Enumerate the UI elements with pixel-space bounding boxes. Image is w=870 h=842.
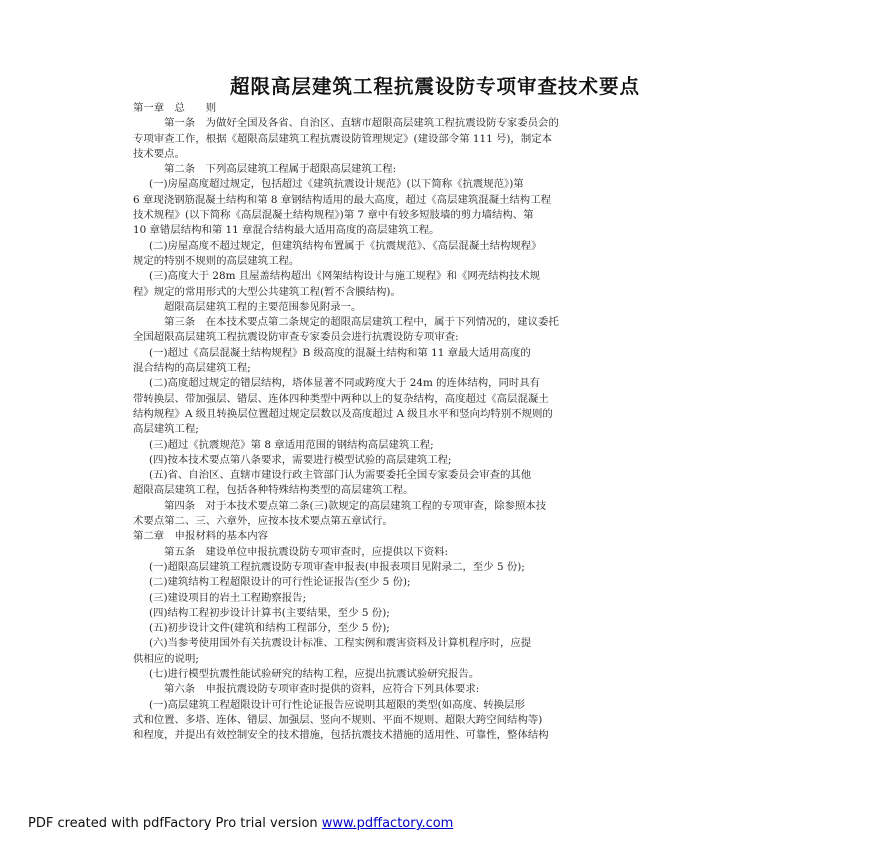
text-line: 10 章错层结构和第 11 章混合结构最大适用高度的高层建筑工程。 <box>133 224 440 237</box>
text-line: 第二条 下列高层建筑工程属于超限高层建筑工程: <box>164 163 397 176</box>
text-line: (七)进行模型抗震性能试验研究的结构工程，应提出抗震试验研究报告。 <box>149 667 480 680</box>
text-line: (一)房屋高度超过规定，包括超过《建筑抗震设计规范》(以下简称《抗震规范》)第 <box>149 178 524 191</box>
pdffactory-link[interactable]: www.pdffactory.com <box>321 816 454 831</box>
text-line: (三)建设项目的岩土工程勘察报告; <box>149 591 307 604</box>
text-line: (一)超过《高层混凝土结构规程》B 级高度的混凝土结构和第 11 章最大适用高度的 <box>149 346 531 359</box>
text-line: 第六条 申报抗震设防专项审查时提供的资料，应符合下列具体要求: <box>164 683 480 696</box>
text-line: (五)初步设计文件(建筑和结构工程部分，至少 5 份); <box>149 622 390 635</box>
text-line: 超限高层建筑工程的主要范围参见附录一。 <box>164 300 362 313</box>
text-line: (二)建筑结构工程超限设计的可行性论证报告(至少 5 份); <box>149 576 411 589</box>
text-line: (一)高层建筑工程超限设计可行性论证报告应说明其超限的类型(如高度、转换层形 <box>149 698 525 711</box>
text-line: 第三条 在本技术要点第二条规定的超限高层建筑工程中，属于下列情况的，建议委托 <box>164 316 559 329</box>
text-line: 技术规程》(以下简称《高层混凝土结构规程》)第 7 章中有较多短肢墙的剪力墙结构、第 <box>133 209 534 222</box>
text-line: 第四条 对于本技术要点第二条(三)款规定的高层建筑工程的专项审查，除参照本技 <box>164 499 547 512</box>
text-line: 式和位置、多塔、连体、错层、加强层、竖向不规则、平面不规则、超限大跨空间结构等) <box>133 713 543 726</box>
text-line: 第二章 申报材料的基本内容 <box>133 530 269 543</box>
text-line: 专项审查工作，根据《超限高层建筑工程抗震设防管理规定》(建设部令第 111 号)，制定本 <box>133 132 552 145</box>
text-line: 第五条 建设单位申报抗震设防专项审查时，应提供以下资料: <box>164 545 449 558</box>
document-title: 超限高层建筑工程抗震设防专项审查技术要点 <box>229 75 640 98</box>
text-line: 程》规定的常用形式的大型公共建筑工程(暂不含膜结构)。 <box>133 285 401 298</box>
pdf-footer-notice <box>28 816 453 831</box>
text-line: 超限高层建筑工程，包括各种特殊结构类型的高层建筑工程。 <box>133 484 414 497</box>
text-line: (四)结构工程初步设计计算书(主要结果，至少 5 份); <box>149 606 390 619</box>
text-line: (二)房屋高度不超过规定，但建筑结构布置属于《抗震规范》、《高层混凝土结构规程》 <box>149 239 542 252</box>
text-line: (二)高度超过规定的错层结构，塔体显著不同或跨度大于 24m 的连体结构，同时具有 <box>149 377 541 390</box>
text-line: (一)超限高层建筑工程抗震设防专项审查申报表(申报表项目见附录二，至少 5 份); <box>149 560 525 573</box>
text-line: 第一条 为做好全国及各省、自治区、直辖市超限高层建筑工程抗震设防专家委员会的 <box>164 117 559 130</box>
text-line: (六)当参考使用国外有关抗震设计标准、工程实例和震害资料及计算机程序时，应提 <box>149 637 532 650</box>
text-line: 高层建筑工程; <box>133 423 199 436</box>
text-line: (五)省、自治区、直辖市建设行政主管部门认为需要委托全国专家委员会审查的其他 <box>149 469 532 482</box>
text-line: 混合结构的高层建筑工程; <box>133 362 251 375</box>
text-line: 供相应的说明; <box>133 652 199 665</box>
text-line: 规定的特别不规则的高层建筑工程。 <box>133 254 300 267</box>
text-line: 术要点第二、三、六章外，应按本技术要点第五章试行。 <box>133 515 393 528</box>
text-line: 第一章 总 则 <box>133 102 217 114</box>
text-line: 6 章现浇钢筋混凝土结构和第 8 章钢结构适用的最大高度，超过《高层建筑混凝土结构工程 <box>133 193 551 206</box>
text-line: (三)超过《抗震规范》第 8 章适用范围的钢结构高层建筑工程; <box>149 438 434 451</box>
document-body <box>133 101 743 743</box>
text-line: 结构规程》A 级且转换层位置超过规定层数以及高度超过 A 级且水平和竖向均特别不规则的 <box>133 407 553 420</box>
text-line: 带转换层、带加强层、错层、连体四种类型中两种以上的复杂结构，高度超过《高层混凝土 <box>133 392 549 405</box>
text-line: 技术要点。 <box>133 147 185 160</box>
text-line: 和程度，并提出有效控制安全的技术措施，包括抗震技术措施的适用性、可靠性，整体结构 <box>133 729 549 742</box>
footer-text: PDF created with pdfFactory Pro trial version <box>28 816 322 831</box>
text-line: 全国超限高层建筑工程抗震设防审查专家委员会进行抗震设防专项审查: <box>133 331 459 344</box>
text-line: (四)按本技术要点第八条要求，需要进行模型试验的高层建筑工程; <box>149 453 452 466</box>
text-line: (三)高度大于 28m 且屋盖结构超出《网架结构设计与施工规程》和《网壳结构技术规 <box>149 270 541 283</box>
